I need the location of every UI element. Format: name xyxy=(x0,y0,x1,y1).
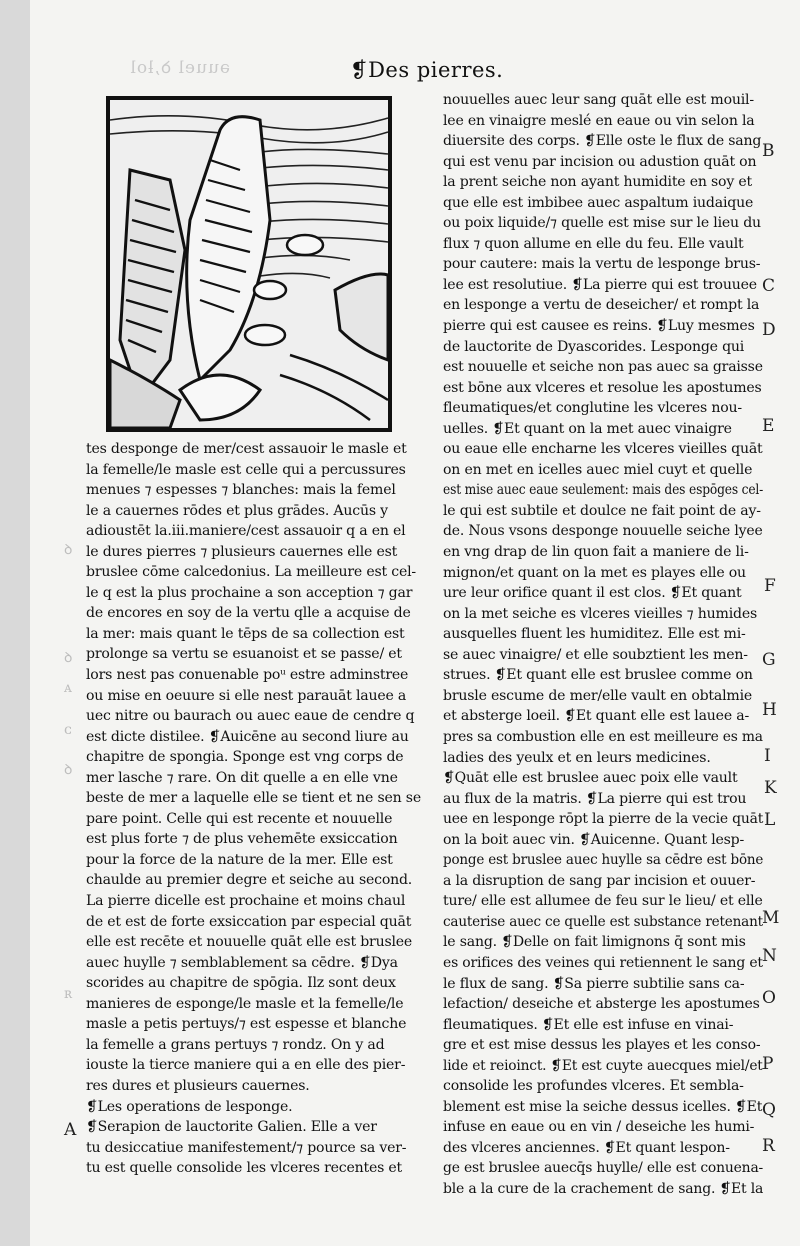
text-line: manieres de esponge/le masle et la femelle/le xyxy=(86,995,404,1012)
text-line: adioustēt la.iii.maniere/cest assauoir q a en el xyxy=(86,523,406,540)
margin-letter-f: F xyxy=(764,576,776,596)
text-line: tes desponge de mer/cest assauoir le masle et xyxy=(86,441,407,457)
text-line: ❡Quāt elle est bruslee auec poix elle vault xyxy=(443,770,738,787)
text-line: de lauctorite de Dyascorides. Lesponge qui xyxy=(443,338,745,355)
text-line: ausquelles fluent les humiditez. Elle est mi- xyxy=(443,626,746,643)
text-line: la femelle a grans pertuys ⁊ rondz. On y ad xyxy=(86,1036,385,1053)
show-through-mark: ꝺ xyxy=(64,542,73,558)
text-line: elle est recēte et nouuelle quāt elle est bruslee xyxy=(86,934,413,951)
text-line: on la met seiche es vlceres vieilles ⁊ humides xyxy=(443,605,757,622)
text-line: qui est venu par incision ou adustion quāt on xyxy=(443,153,757,170)
sponge-rocks-woodcut xyxy=(110,100,388,428)
text-line: de encores en soy de la vertu qlle a acquise de xyxy=(86,605,411,622)
text-line: gre et est mise dessus les playes et les conso- xyxy=(443,1037,761,1054)
text-line: le flux de sang. ❡Sa pierre subtilie sans ca- xyxy=(443,975,745,992)
text-line: masle a petis pertuys/⁊ est espesse et blanche xyxy=(86,1016,407,1033)
text-line: La pierre dicelle est prochaine et moins chaul xyxy=(86,893,406,910)
text-line: blement est mise la seiche dessus icelles. ❡Et xyxy=(443,1098,763,1115)
text-line: pare point. Celle qui est recente et nouuelle xyxy=(86,810,393,827)
text-line: iouste la tierce maniere qui a en elle des pier- xyxy=(86,1057,406,1074)
text-line: pour la force de la nature de la mer. Elle est xyxy=(86,851,393,868)
text-line: est mise auec eaue seulement: mais des espōges cel- xyxy=(443,482,764,499)
text-line: tu desiccatiue manifestement/⁊ pource sa ver- xyxy=(86,1139,407,1156)
text-line: uelles. ❡Et quant on la met auec vinaigre xyxy=(443,420,732,437)
text-line: le sang. ❡Delle on fait limignons q̄ sont mis xyxy=(443,934,746,951)
text-line: ❡Serapion de lauctorite Galien. Elle a ver xyxy=(86,1119,377,1136)
text-line: brusle escume de mer/elle vault en obtalmie xyxy=(443,687,753,704)
text-line: que elle est imbibee auec aspaltum iudaique xyxy=(443,194,754,211)
text-line: lors nest pas conuenable poᵘ estre adminstree xyxy=(86,667,409,684)
margin-letter-l: L xyxy=(764,810,776,830)
show-through-mark: ᴄ xyxy=(64,722,72,738)
text-line: pierre qui est causee es reins. ❡Luy mesmes xyxy=(443,318,755,335)
margin-letter-m: M xyxy=(762,908,780,928)
text-line: uee en lesponge rōpt la pierre de la vecie quāt xyxy=(443,811,764,828)
text-line: prolonge sa vertu se esuanoist et se passe/ et xyxy=(86,646,402,663)
text-line: a la disruption de sang par incision et ouuer- xyxy=(443,872,756,889)
text-line: bruslee cōme calcedonius. La meilleure est cel- xyxy=(86,564,416,581)
text-line: ou eaue elle encharne les vlceres vieilles quāt xyxy=(443,441,763,458)
text-line: fleumatiques. ❡Et elle est infuse en vinai- xyxy=(443,1016,734,1033)
right-text-column xyxy=(443,90,763,1200)
show-through-mark: ꝺ xyxy=(64,650,73,666)
text-line: est dicte distilee. ❡Auicēne au second liure au xyxy=(86,728,409,745)
text-line: de et est de forte exsiccation par especial quāt xyxy=(86,913,412,930)
text-line: le q est la plus prochaine a son acception ⁊ gar xyxy=(86,584,413,601)
text-line: pres sa combustion elle en est meilleure es ma xyxy=(443,728,763,745)
text-line: menues ⁊ espesses ⁊ blanches: mais la femel xyxy=(86,482,396,499)
text-line: tu est quelle consolide les vlceres recentes et xyxy=(86,1160,403,1177)
show-through-mark: ꝺ xyxy=(64,762,73,778)
text-line: est plus forte ⁊ de plus vehemēte exsiccation xyxy=(86,831,398,848)
text-line: uec nitre ou baurach ou auec eaue de cendre q xyxy=(86,708,415,725)
text-line: chaulde au premier degre et seiche au second. xyxy=(86,872,413,889)
text-line: de. Nous vsons desponge nouuelle seiche lyee xyxy=(443,523,763,540)
text-line: cauterise auec ce quelle est substance retenant xyxy=(443,913,763,930)
text-line: ou poix liquide/⁊ quelle est mise sur le lieu du xyxy=(443,215,761,232)
text-line: ure leur orifice quant il est clos. ❡Et quant xyxy=(443,585,742,602)
show-through-text: ǝuuel ꝺ,ƚol xyxy=(129,58,230,78)
text-line: le a cauernes rōdes et plus grādes. Aucūs y xyxy=(86,502,388,519)
text-line: pour cautere: mais la vertu de lesponge brus- xyxy=(443,256,761,273)
text-line: on la boit auec vin. ❡Auicenne. Quant lesp- xyxy=(443,831,745,848)
text-line: ture/ elle est allumee de feu sur le lieu/ et elle xyxy=(443,893,763,910)
text-line: ponge est bruslee auec huylle sa cēdre est bōne xyxy=(443,852,764,869)
margin-letter-g: G xyxy=(762,650,776,670)
text-line: chapitre de spongia. Sponge est vng corps de xyxy=(86,749,404,766)
margin-letter-i: I xyxy=(764,746,771,766)
margin-letter-p: P xyxy=(762,1054,774,1074)
text-line: lee est resolutiue. ❡La pierre qui est trouuee xyxy=(443,276,757,293)
text-line: en vng drap de lin quon fait a maniere de li- xyxy=(443,544,749,561)
running-head: ❡Des pierres. xyxy=(350,58,504,82)
text-line: ble a la cure de la crachement de sang. ❡Et la xyxy=(443,1180,764,1197)
text-line: mer lasche ⁊ rare. On dit quelle a en elle vne xyxy=(86,769,398,786)
show-through-mark: ʀ xyxy=(64,986,73,1002)
margin-letter-n: N xyxy=(762,946,777,966)
margin-letter-e: E xyxy=(762,416,775,436)
text-line: lee en vinaigre meslé en eaue ou vin selon la xyxy=(443,112,755,129)
text-line: diuersite des corps. ❡Elle oste le flux de sang xyxy=(443,133,762,150)
text-line: scorides au chapitre de spōgia. Ilz sont deux xyxy=(86,975,396,992)
text-line: on en met en icelles auec miel cuyt et quelle xyxy=(443,461,753,478)
text-line: lefaction/ deseiche et absterge les apostumes xyxy=(443,996,760,1013)
left-text-column xyxy=(86,439,432,1179)
text-line: res dures et plusieurs cauernes. xyxy=(86,1077,310,1094)
text-line: des vlceres anciennes. ❡Et quant lespon- xyxy=(443,1139,730,1156)
text-line: le qui est subtile et doulce ne fait point de ay- xyxy=(443,502,761,519)
text-line: nouuelles auec leur sang quāt elle est mouil- xyxy=(443,92,754,108)
text-line: ge est bruslee auecq̄s huylle/ elle est conuena- xyxy=(443,1160,764,1177)
text-line: en lesponge a vertu de deseicher/ et rompt la xyxy=(443,297,760,314)
margin-letter-q: Q xyxy=(762,1100,776,1120)
text-line: est nouuelle et seiche non pas auec sa graisse xyxy=(443,359,763,376)
margin-letter-c: C xyxy=(762,276,776,296)
text-line: es orifices des veines qui retiennent le sang et xyxy=(443,954,763,971)
text-line: et absterge loeil. ❡Et quant elle est lauee a- xyxy=(443,708,750,725)
text-line: est bōne aux vlceres et resolue les apostumes xyxy=(443,379,762,396)
margin-letter-k: K xyxy=(764,778,777,798)
text-line: flux ⁊ quon allume en elle du feu. Elle vault xyxy=(443,235,744,252)
text-line: ❡Les operations de lesponge. xyxy=(86,1098,293,1115)
text-line: la femelle/le masle est celle qui a percussures xyxy=(86,461,406,478)
woodcut-illustration xyxy=(106,96,392,432)
text-line: consolide les profundes vlceres. Et sembla- xyxy=(443,1078,744,1095)
text-line: au flux de la matris. ❡La pierre qui est trou xyxy=(443,790,747,807)
text-line: le dures pierres ⁊ plusieurs cauernes elle est xyxy=(86,543,398,560)
text-line: mignon/et quant on la met es playes elle ou xyxy=(443,564,746,581)
text-line: strues. ❡Et quant elle est bruslee comme on xyxy=(443,667,753,684)
text-line: ladies des yeulx et en leurs medicines. xyxy=(443,749,711,766)
show-through-mark: ᴀ xyxy=(64,680,72,696)
margin-letter-b: B xyxy=(762,141,775,161)
text-line: lide et reioinct. ❡Et est cuyte auecques miel/et xyxy=(443,1057,763,1074)
text-line: infuse en eaue ou en vin / deseiche les humi- xyxy=(443,1119,755,1136)
margin-letter-o: O xyxy=(762,988,776,1008)
margin-letter-h: H xyxy=(762,700,777,720)
margin-letter-a: A xyxy=(64,1120,77,1140)
margin-letter-d: D xyxy=(762,320,776,340)
margin-letter-r: R xyxy=(762,1136,775,1156)
text-line: la mer: mais quant le tēps de sa collection est xyxy=(86,625,405,642)
text-line: la prent seiche non ayant humidite en soy et xyxy=(443,174,752,191)
text-line: auec huylle ⁊ semblablement sa cēdre. ❡Dya xyxy=(86,954,398,971)
text-line: beste de mer a laquelle elle se tient et ne sen se xyxy=(86,790,421,807)
text-line: ou mise en oeuure si elle nest parauāt lauee a xyxy=(86,687,407,704)
text-line: fleumatiques/et conglutine les vlceres nou- xyxy=(443,400,742,417)
text-line: se auec vinaigre/ et elle soubztient les men- xyxy=(443,646,748,663)
